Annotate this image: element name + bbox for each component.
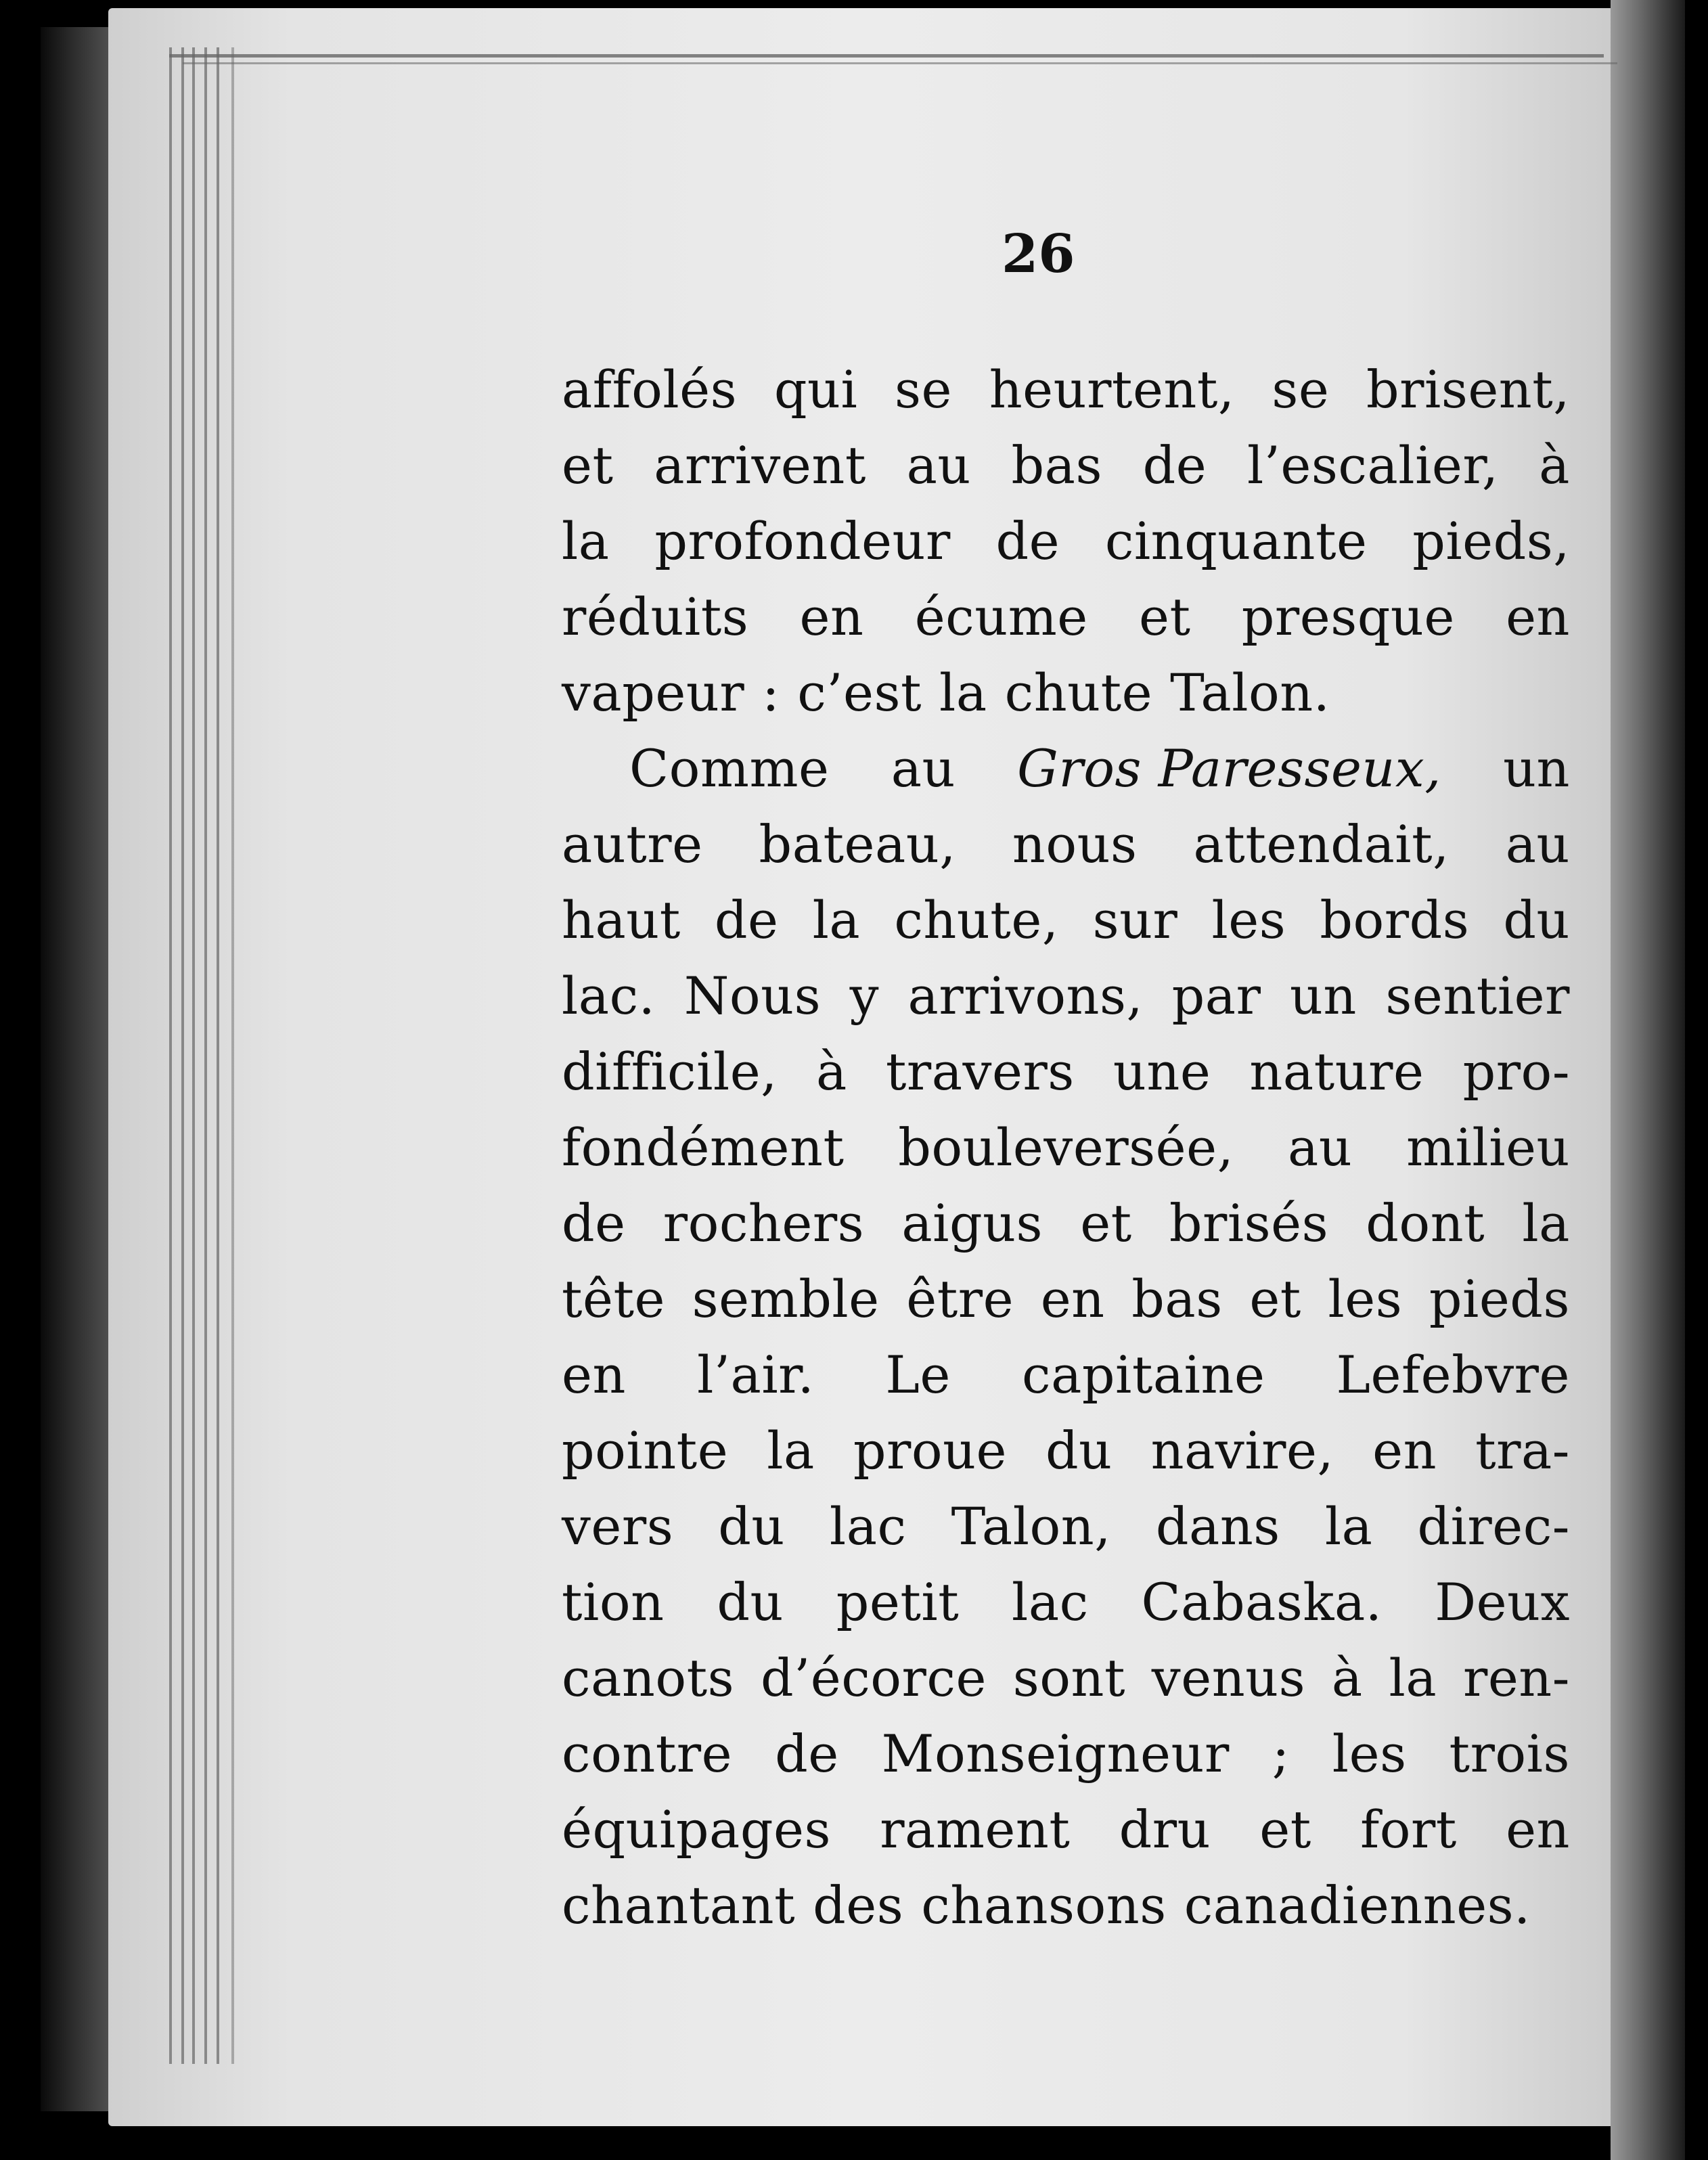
word: Gros Paresseux,	[1017, 738, 1441, 798]
text-line	[562, 958, 1570, 1034]
word: la	[1522, 1193, 1570, 1253]
text-line	[562, 655, 1570, 731]
word: fondément	[562, 1117, 845, 1177]
word: sur	[1092, 890, 1178, 950]
word: un	[1503, 738, 1570, 798]
word: de	[995, 511, 1060, 571]
word: d’écorce	[760, 1648, 987, 1708]
text-line	[562, 1716, 1570, 1792]
word: et	[1138, 587, 1191, 647]
word: équipages	[562, 1799, 831, 1860]
word: cinquante	[1104, 511, 1368, 571]
word: en	[1506, 1799, 1570, 1860]
word: pieds,	[1412, 511, 1570, 571]
word: canots	[562, 1648, 735, 1708]
word: venus	[1151, 1648, 1306, 1708]
word: travers	[885, 1041, 1075, 1102]
word: du	[718, 1496, 785, 1556]
word: haut	[562, 890, 681, 950]
word: Le	[885, 1345, 951, 1405]
word: lac	[829, 1496, 907, 1556]
word: Nous	[683, 966, 822, 1026]
word: en	[562, 1345, 626, 1405]
word: ren-	[1462, 1648, 1570, 1708]
word: en	[799, 587, 864, 647]
text-line	[562, 579, 1570, 655]
word: tête	[562, 1269, 666, 1329]
word: du	[1503, 890, 1570, 950]
word: vers	[562, 1496, 674, 1556]
text-line	[562, 1868, 1570, 1943]
word: en	[1372, 1420, 1437, 1481]
word: navire,	[1150, 1420, 1334, 1481]
word: à	[815, 1041, 847, 1102]
word: l’air.	[697, 1345, 815, 1405]
word: de	[714, 890, 779, 950]
word: attendait,	[1193, 814, 1449, 874]
text-line	[562, 1413, 1570, 1489]
book-binding-shadow	[1611, 0, 1685, 2160]
stacked-page-edges	[169, 47, 250, 2064]
word: Deux	[1435, 1572, 1570, 1632]
word: de	[775, 1724, 839, 1784]
word: les	[1328, 1269, 1403, 1329]
word: brisés	[1169, 1193, 1329, 1253]
word: trois	[1449, 1724, 1570, 1784]
word: arrivent	[654, 435, 866, 495]
text-line	[562, 1261, 1570, 1337]
word: Talon.	[1170, 662, 1330, 723]
word: lac	[1012, 1572, 1089, 1632]
word: la	[1324, 1496, 1373, 1556]
word: pointe	[562, 1420, 729, 1481]
word: au	[1505, 814, 1570, 874]
word: Talon,	[951, 1496, 1111, 1556]
word: se	[894, 359, 952, 420]
word: la	[767, 1420, 815, 1481]
word: rochers	[662, 1193, 865, 1253]
word: sentier	[1385, 966, 1570, 1026]
word: une	[1113, 1041, 1211, 1102]
word: et	[1080, 1193, 1132, 1253]
word: écume	[914, 587, 1088, 647]
word: au	[891, 738, 956, 798]
text-line	[562, 1565, 1570, 1640]
word: semble	[692, 1269, 880, 1329]
word: affolés	[562, 359, 738, 420]
text-line	[562, 1792, 1570, 1868]
word: chute,	[894, 890, 1059, 950]
text-line	[562, 428, 1570, 503]
word: proue	[853, 1420, 1008, 1481]
word: vapeur	[562, 662, 745, 723]
word: heurtent,	[989, 359, 1235, 420]
word: bateau,	[759, 814, 956, 874]
text-line	[562, 1489, 1570, 1565]
text-line	[562, 731, 1570, 807]
text-line	[562, 1337, 1570, 1413]
text-line	[562, 352, 1570, 428]
word: presque	[1241, 587, 1455, 647]
word: c’est	[797, 662, 922, 723]
word: bas	[1131, 1269, 1223, 1329]
word: profondeur	[654, 511, 951, 571]
word: l’escalier,	[1246, 435, 1499, 495]
word: être	[906, 1269, 1014, 1329]
word: qui	[773, 359, 858, 420]
word: chute	[1004, 662, 1153, 723]
word: les	[1211, 890, 1286, 950]
word: la	[1389, 1648, 1437, 1708]
word: au	[906, 435, 971, 495]
word: du	[717, 1572, 784, 1632]
word: sont	[1012, 1648, 1125, 1708]
text-line	[562, 882, 1570, 958]
word: chansons	[921, 1875, 1167, 1935]
word: arrivons,	[907, 966, 1144, 1026]
word: se	[1272, 359, 1330, 420]
word: et	[1249, 1269, 1301, 1329]
text-line	[562, 807, 1570, 882]
text-line	[562, 1034, 1570, 1110]
word: aigus	[901, 1193, 1043, 1253]
word: bas	[1011, 435, 1102, 495]
text-line	[562, 1640, 1570, 1716]
word: rament	[880, 1799, 1071, 1860]
word: fort	[1360, 1799, 1457, 1860]
word: réduits	[562, 587, 749, 647]
word: milieu	[1406, 1117, 1570, 1177]
word: lac.	[562, 966, 656, 1026]
word: en	[1040, 1269, 1105, 1329]
word: de	[1142, 435, 1207, 495]
word: autre	[562, 814, 703, 874]
word: tra-	[1475, 1420, 1570, 1481]
word: les	[1332, 1724, 1407, 1784]
word: petit	[836, 1572, 960, 1632]
word: tion	[562, 1572, 665, 1632]
text-line	[562, 1110, 1570, 1186]
word: Monseigneur	[881, 1724, 1230, 1784]
word: la	[812, 890, 861, 950]
word: y	[849, 966, 880, 1026]
word: la	[562, 511, 610, 571]
word: des	[813, 1875, 904, 1935]
word: au	[1288, 1117, 1353, 1177]
word: pro-	[1462, 1041, 1570, 1102]
word: pieds	[1429, 1269, 1570, 1329]
word: dru	[1119, 1799, 1211, 1860]
word: un	[1289, 966, 1357, 1026]
word: de	[562, 1193, 626, 1253]
word: contre	[562, 1724, 733, 1784]
word: :	[762, 662, 780, 723]
word: à	[1331, 1648, 1363, 1708]
word: par	[1171, 966, 1261, 1026]
word: ;	[1272, 1724, 1290, 1784]
word: Cabaska.	[1141, 1572, 1383, 1632]
word: et	[1259, 1799, 1311, 1860]
word: capitaine	[1022, 1345, 1265, 1405]
word: à	[1539, 435, 1570, 495]
word: dans	[1155, 1496, 1280, 1556]
word: la	[939, 662, 987, 723]
word: bouleversée,	[898, 1117, 1234, 1177]
text-line	[562, 1186, 1570, 1261]
page-number: 26	[1002, 223, 1075, 285]
page-top-edge	[169, 54, 1604, 58]
word: bords	[1320, 890, 1470, 950]
body-text	[562, 352, 1570, 1943]
word: difficile,	[562, 1041, 778, 1102]
word: brisent,	[1366, 359, 1570, 420]
word: Lefebvre	[1336, 1345, 1570, 1405]
book-cover-edge	[41, 27, 115, 2111]
word: et	[562, 435, 614, 495]
word: du	[1046, 1420, 1113, 1481]
word: dont	[1366, 1193, 1485, 1253]
word: direc-	[1417, 1496, 1570, 1556]
word: canadiennes.	[1184, 1875, 1531, 1935]
word: chantant	[562, 1875, 796, 1935]
word: en	[1506, 587, 1570, 647]
word: nous	[1012, 814, 1138, 874]
word: Comme	[629, 738, 830, 798]
text-line	[562, 503, 1570, 579]
word: nature	[1249, 1041, 1424, 1102]
page-top-edge-inner	[183, 62, 1617, 64]
